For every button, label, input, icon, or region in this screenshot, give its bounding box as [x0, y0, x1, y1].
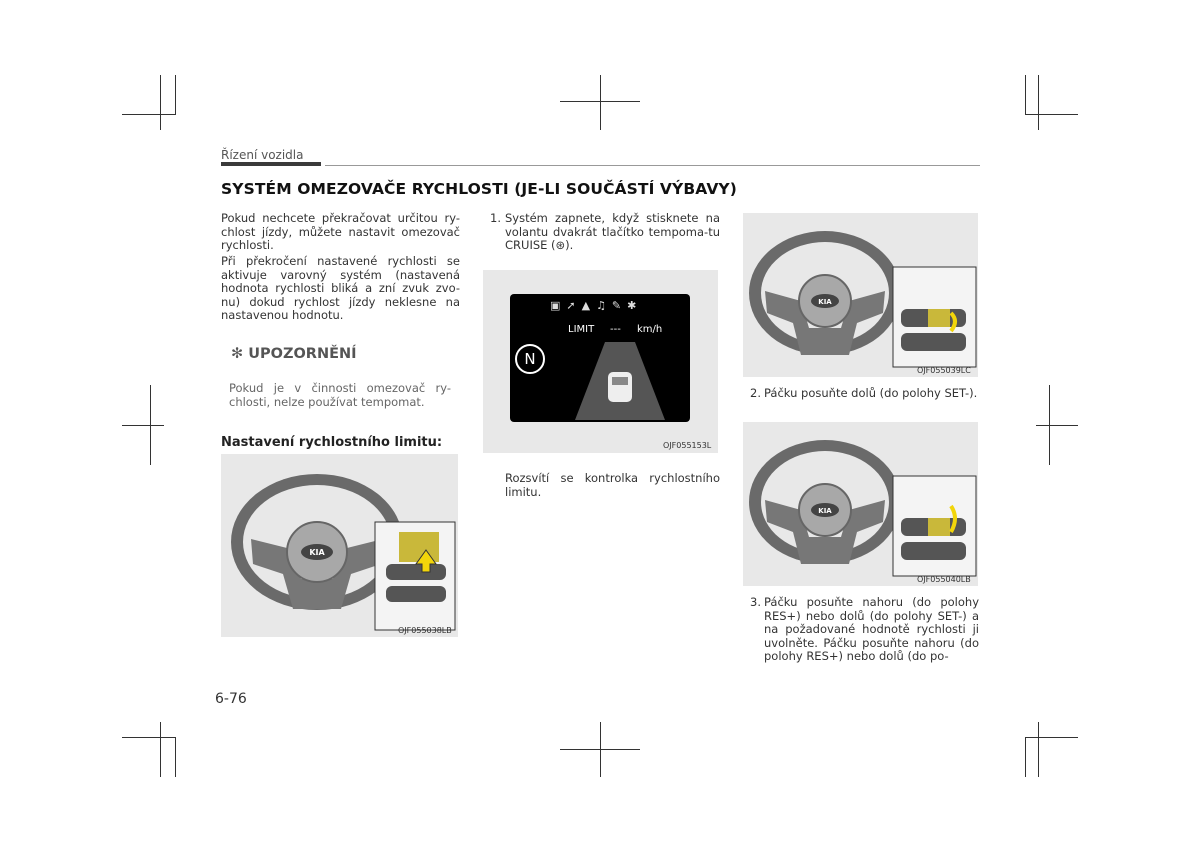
- section-label: Řízení vozidla: [221, 148, 304, 162]
- cluster-display: [510, 294, 690, 422]
- display-menu-icons: ▣➚▲♫✎✱: [550, 299, 643, 312]
- limit-label: LIMIT: [568, 324, 595, 335]
- header-rule: [325, 165, 980, 166]
- header-bar: [221, 162, 321, 166]
- steering-wheel-icon: [743, 422, 978, 586]
- intro-paragraph-2: Při překročení nastavené rychlosti se aktivuje varovný systém (nastavená hodnota rychlosti bliká a zní zvuk zvo-nu) dokud rychlost jízdy neklesne na nastavenou hodnotu.: [221, 254, 460, 322]
- steering-wheel-image-3: [743, 422, 978, 586]
- step-3-text: Páčku posuňte nahoru (do polohy RES+) nebo dolů (do polohy SET-) a na požadované hodnotě rychlosti ji uvolněte. Páčku posuňte nahoru (do polohy RES+) nebo dolů (do po-: [764, 595, 979, 663]
- step-1-number: 1.: [490, 211, 501, 225]
- page-number: 6-76: [215, 691, 247, 707]
- gear-indicator: N: [515, 344, 545, 374]
- lamp-note: Rozsvítí se kontrolka rychlostního limitu.: [505, 471, 720, 499]
- svg-text:KIA: KIA: [309, 548, 325, 557]
- caution-title: UPOZORNĚNÍ: [248, 346, 357, 362]
- image-code-2: OJF055039LC: [917, 366, 971, 375]
- steering-wheel-image-1: [221, 454, 458, 637]
- caution-heading: [231, 346, 357, 362]
- subheading: Nastavení rychlostního limitu:: [221, 435, 443, 450]
- step-3-number: 3.: [750, 595, 761, 609]
- speed-value: ---: [610, 324, 621, 335]
- step-2-text: Páčku posuňte dolů (do polohy SET-).: [764, 386, 978, 400]
- svg-text:KIA: KIA: [818, 507, 832, 515]
- speed-unit: km/h: [637, 324, 663, 335]
- steering-wheel-image-2: [743, 213, 978, 377]
- intro-paragraph-1: Pokud nechcete překračovat určitou ry-chlost jízdy, můžete nastavit omezovač rychlosti.: [221, 211, 460, 252]
- image-code-display: OJF055153L: [663, 441, 712, 450]
- image-code-1: OJF055038LB: [398, 626, 452, 635]
- caution-icon: ✻: [231, 346, 244, 362]
- cluster-display-image: [483, 270, 718, 453]
- steering-wheel-icon: [221, 454, 458, 637]
- step-1-text: Systém zapnete, když stisknete na volantu dvakrát tlačítko tempoma-tu CRUISE (⊛).: [505, 211, 720, 252]
- steering-wheel-icon: [743, 213, 978, 377]
- image-code-3: OJF055040LB: [917, 575, 971, 584]
- svg-text:KIA: KIA: [818, 298, 832, 306]
- caution-text: Pokud je v činnosti omezovač ry-chlosti, nelze používat tempomat.: [229, 381, 451, 409]
- page-title: SYSTÉM OMEZOVAČE RYCHLOSTI (JE-LI SOUČÁSTÍ VÝBAVY): [221, 180, 737, 198]
- step-2-number: 2.: [750, 386, 761, 400]
- road-car-icon: [570, 342, 670, 420]
